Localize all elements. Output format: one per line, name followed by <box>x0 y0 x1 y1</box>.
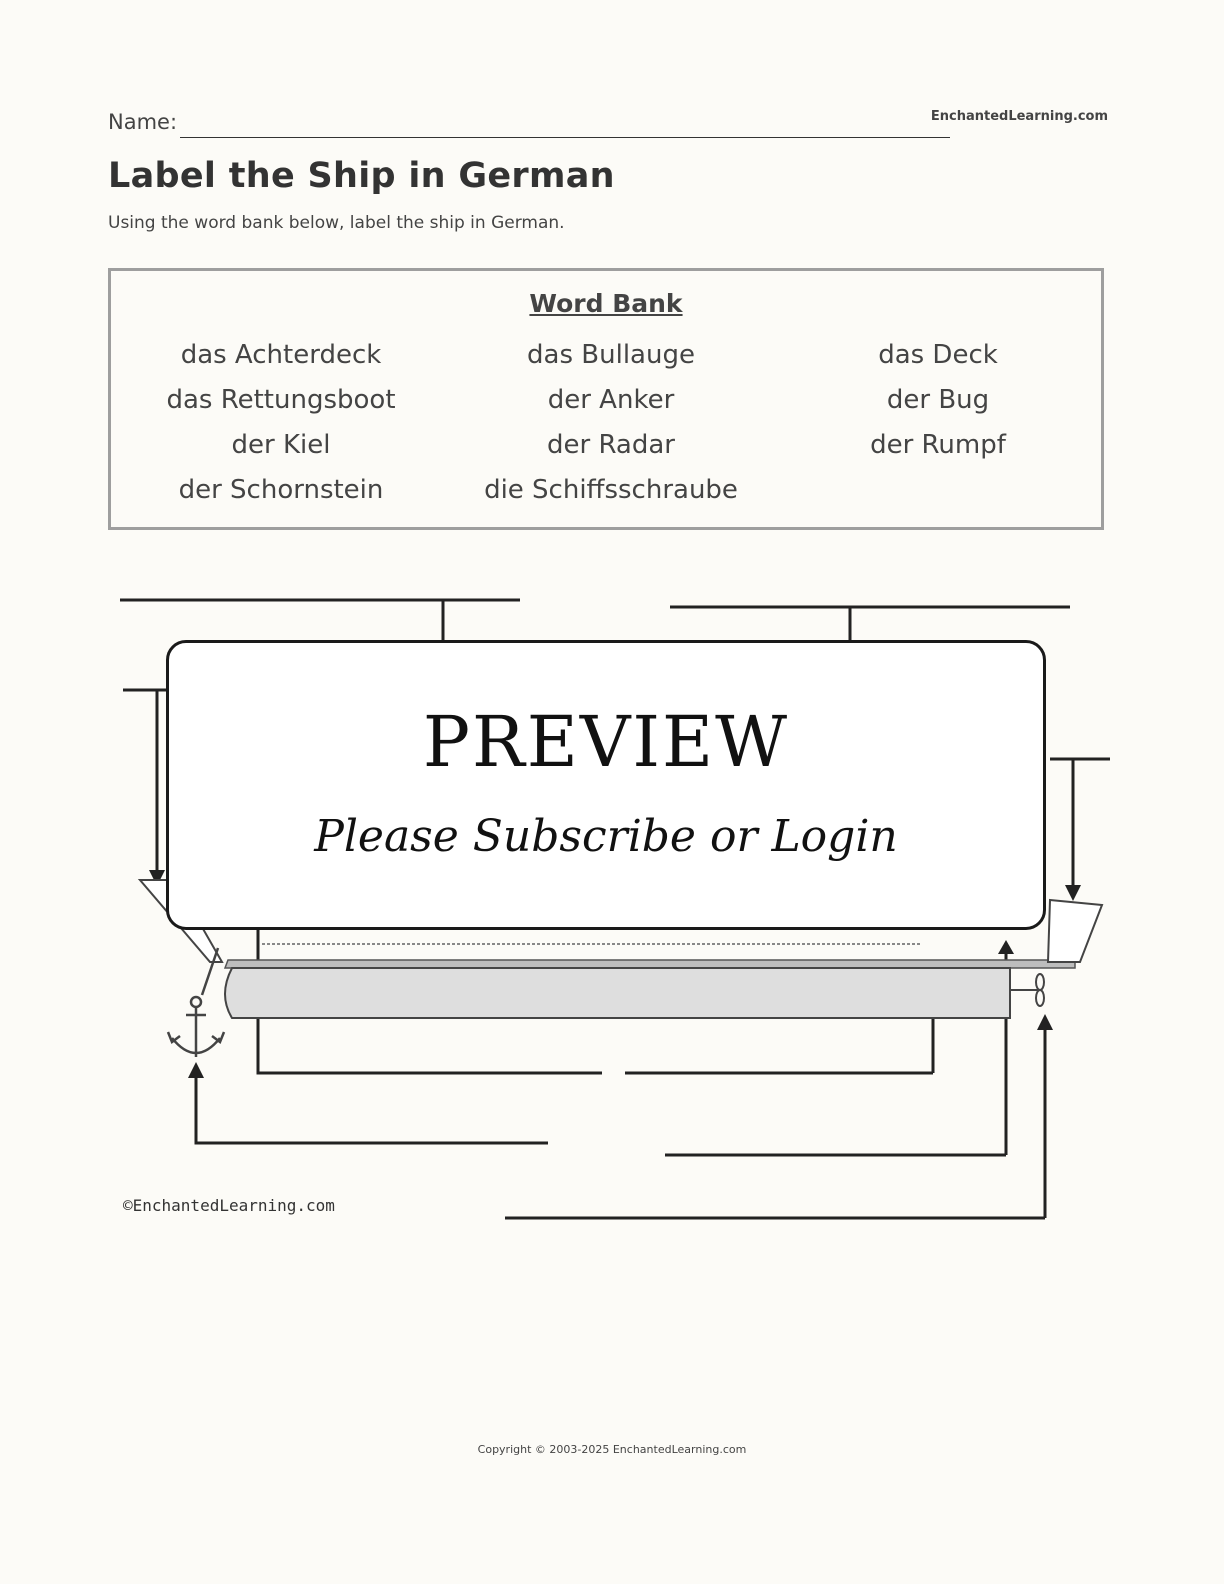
word-bank-word: der Rumpf <box>870 430 1006 460</box>
word-bank-word: der Anker <box>547 385 675 415</box>
word-bank-word: der Bug <box>886 385 990 415</box>
word-bank-word: das Achterdeck <box>180 340 382 370</box>
instructions: Using the word bank below, label the ship in German. <box>108 213 565 233</box>
preview-subtitle[interactable]: Please Subscribe or Login <box>314 811 898 862</box>
site-link[interactable]: EnchantedLearning.com <box>930 109 1108 124</box>
preview-title: PREVIEW <box>422 701 790 783</box>
word-bank-word: das Rettungsboot <box>166 385 396 415</box>
page-title: Label the Ship in German <box>108 156 615 196</box>
name-label: Name: <box>108 110 178 134</box>
word-bank-word: der Schornstein <box>178 475 384 505</box>
word-bank-word: das Deck <box>878 340 998 370</box>
name-line[interactable] <box>180 137 950 138</box>
anchor-icon <box>168 948 224 1057</box>
propeller-icon <box>1010 974 1044 1006</box>
word-bank <box>108 268 1104 530</box>
word-bank-word: die Schiffsschraube <box>484 475 738 505</box>
image-copyright: ©EnchantedLearning.com <box>123 1196 335 1215</box>
word-bank-title: Word Bank <box>529 289 683 318</box>
word-bank-word <box>771 468 1105 513</box>
footer-copyright: Copyright © 2003-2025 EnchantedLearning.com <box>477 1443 747 1456</box>
word-bank-word: das Bullauge <box>527 340 695 370</box>
preview-overlay[interactable] <box>166 640 1046 930</box>
word-bank-word: der Kiel <box>231 430 331 460</box>
word-bank-word: der Radar <box>546 430 675 460</box>
